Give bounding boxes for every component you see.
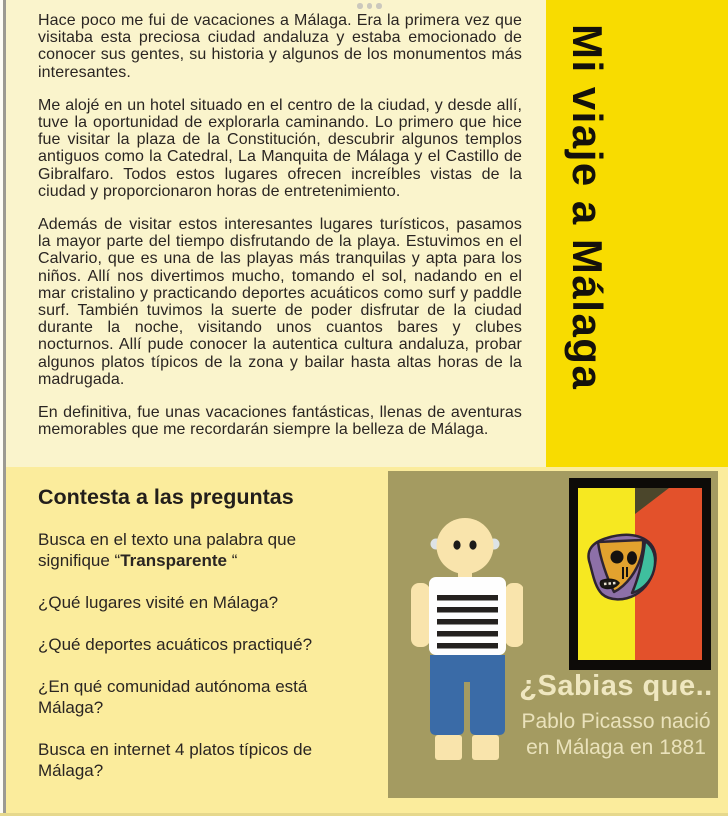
fact-box bbox=[388, 471, 718, 798]
story-text bbox=[38, 12, 522, 454]
dot-icon bbox=[376, 3, 382, 9]
question-item-2: ¿Qué lugares visité en Málaga? bbox=[38, 593, 279, 612]
page-left-border bbox=[3, 0, 6, 816]
page-title: Mi viaje a Málaga bbox=[564, 24, 611, 391]
question-text: Busca en el texto una palabra que signifique “ bbox=[38, 530, 297, 570]
more-options-dots-icon[interactable] bbox=[357, 3, 382, 9]
fact-title: ¿Sabias que.. bbox=[519, 670, 713, 702]
question-text: “ bbox=[226, 551, 238, 570]
story-paragraph-4: En definitiva, fue unas vacaciones fantásticas, llenas de aventuras memorables que me recordarán siempre la belleza de Málaga. bbox=[38, 404, 522, 439]
question-item-3: ¿Qué deportes acuáticos practiqué? bbox=[38, 635, 313, 654]
story-paragraph-1: Hace poco me fui de vacaciones a Málaga. Era la primera vez que visitaba esta preciosa ciudad andaluza y estaba emocionado de conocer sus gentes, su historia y algunos de los monumentos más interesantes. bbox=[38, 12, 522, 81]
fact-text bbox=[518, 709, 714, 760]
fact-line-2: en Málaga en 1881 bbox=[526, 735, 706, 759]
question-item-4: ¿En qué comunidad autónoma está Málaga? bbox=[38, 677, 308, 717]
questions-section bbox=[0, 467, 728, 816]
title-banner bbox=[546, 0, 728, 467]
question-item-1 bbox=[38, 529, 360, 571]
story-paragraph-3: Además de visitar estos interesantes lugares turísticos, pasamos la mayor parte del tiempo disfrutando de la playa. Estuvimos en el Calvario, que es una de las playas más tranquilas y apta para los niños. Allí nos divertimos mucho, tomando el sol, nadando en el mar cristalino y practicando deportes acuáticos como surf y paddle surf. También tuvimos la suerte de poder disfrutar de la ciudad durante la noche, visitando unos cuantos bares y clubes nocturnos. Allí pude conocer la autentica cultura andaluza, probar algunos platos típicos de la zona y bailar hasta altas horas de la madrugada. bbox=[38, 216, 522, 388]
questions-heading: Contesta a las preguntas bbox=[38, 485, 294, 509]
picasso-figure-illustration bbox=[410, 515, 523, 765]
question-item-5: Busca en internet 4 platos típicos de Málaga? bbox=[38, 740, 313, 780]
dot-icon bbox=[357, 3, 363, 9]
questions-list bbox=[38, 485, 360, 802]
question-bold-word: Transparente bbox=[120, 551, 227, 570]
fact-line-1: Pablo Picasso nació bbox=[521, 710, 711, 733]
dot-icon bbox=[367, 3, 373, 9]
abstract-painting bbox=[569, 478, 711, 670]
story-paragraph-2: Me alojé en un hotel situado en el centro de la ciudad, y desde allí, tuve la oportunidad de explorarla caminando. Lo primero que hice fue visitar la plaza de la Constitución, descubrir algunos templos antiguos como la Catedral, La Manquita de Málaga y el Castillo de Gibralfaro. Todos estos lugares ofrecen increíbles vistas de la ciudad y proporcionaron horas de entretenimiento. bbox=[38, 96, 522, 200]
